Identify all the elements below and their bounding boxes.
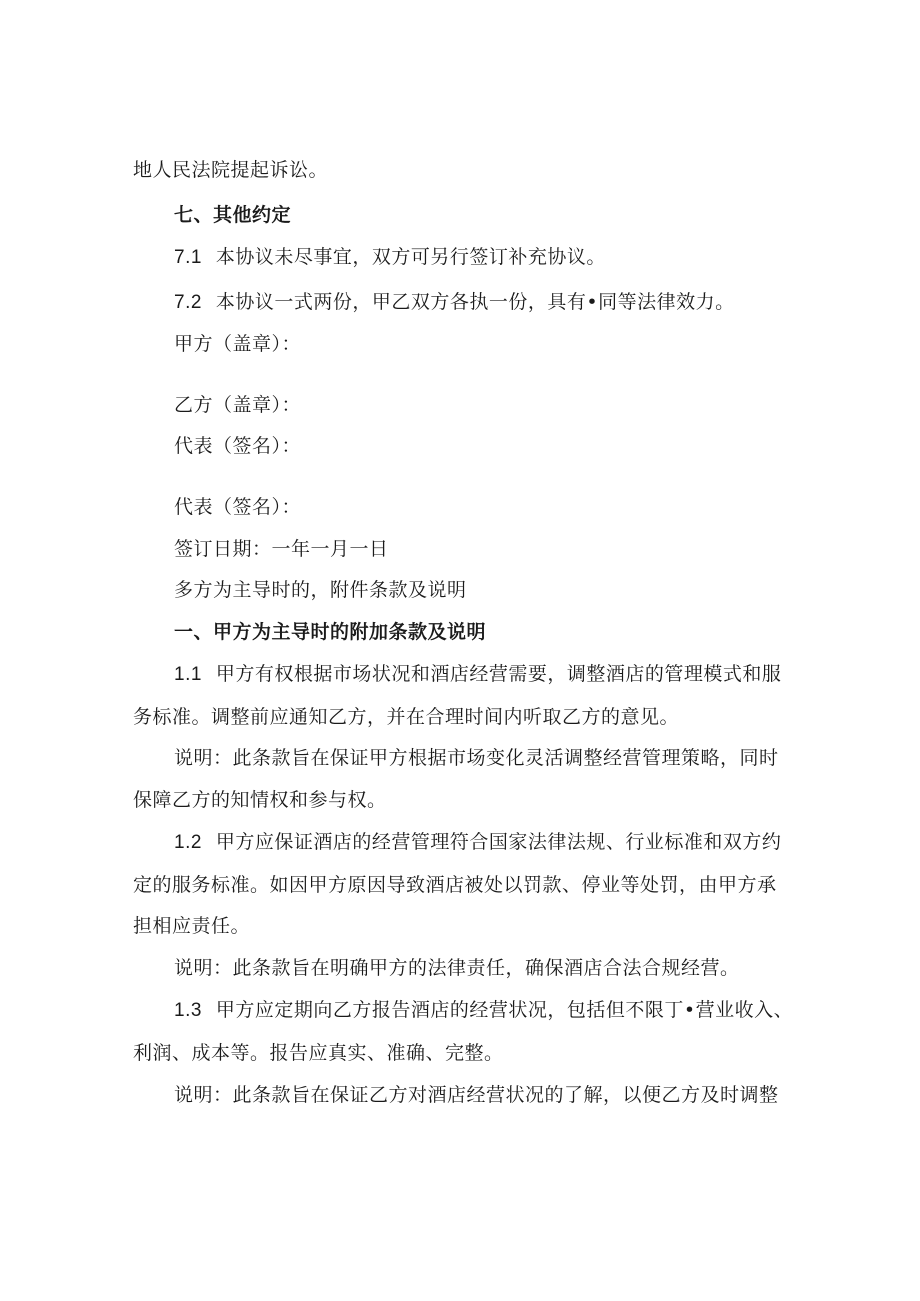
- clause-text: 甲方有权根据市场状况和酒店经营需要，调整酒店的管理模式和服: [215, 663, 782, 685]
- text-line: 利润、成本等。报告应真实、准确、完整。: [133, 1042, 504, 1064]
- clause-number: 1.1: [174, 664, 202, 685]
- clause-text: 本协议未尽事宜，双方可另行签订补充协议。: [215, 246, 606, 268]
- clause-text: 甲方应定期向乙方报告酒店的经营状况，包括但不限丁•营业收入、: [215, 999, 794, 1021]
- clause-number: 1.3: [174, 1000, 202, 1021]
- explanation-line: 说明：此条款旨在保证乙方对酒店经营状况的了解，以便乙方及时调整: [174, 1084, 779, 1106]
- text-line: 多方为主导时的，附件条款及说明: [174, 579, 467, 601]
- clause-number: 7.1: [174, 247, 202, 268]
- clause-line: [174, 662, 781, 687]
- representative-signature-line: 代表（签名）：: [174, 496, 302, 518]
- explanation-line: 说明：此条款旨在保证甲方根据市场变化灵活调整经营管理策略，同时: [174, 747, 779, 769]
- section-heading: 七、其他约定: [174, 204, 292, 226]
- clause-text: 甲方应保证酒店的经营管理符合国家法律法规、行业标准和双方约: [215, 831, 782, 853]
- text-line: 务标准。调整前应通知乙方，并在合理时间内听取乙方的意见。: [133, 706, 680, 728]
- text-line: 地人民法院提起诉讼。: [133, 159, 329, 181]
- party-a-seal-line: 甲方（盖章）：: [174, 333, 302, 355]
- clause-number: 1.2: [174, 832, 202, 853]
- text-line: 保障乙方的知情权和参与权。: [133, 789, 387, 811]
- clause-line: [174, 830, 781, 855]
- explanation-line: 说明：此条款旨在明确甲方的法律责任，确保酒店合法合规经营。: [174, 957, 740, 979]
- clause-text: 本协议一式两份，甲乙双方各执一份，具有•同等法律效力。: [215, 291, 735, 313]
- clause-line: [174, 245, 606, 270]
- clause-line: [174, 290, 735, 315]
- representative-signature-line: 代表（签名）：: [174, 435, 302, 457]
- signing-date-line: 签订日期：一年一月一日: [174, 538, 389, 560]
- clause-line: [174, 998, 793, 1023]
- text-line: 担相应责任。: [133, 915, 251, 937]
- party-b-seal-line: 乙方（盖章）：: [174, 394, 302, 416]
- clause-number: 7.2: [174, 292, 202, 313]
- text-line: 定的服务标准。如因甲方原因导致酒店被处以罚款、停业等处罚，由甲方承: [133, 874, 777, 896]
- section-heading: 一、甲方为主导时的附加条款及说明: [174, 621, 487, 643]
